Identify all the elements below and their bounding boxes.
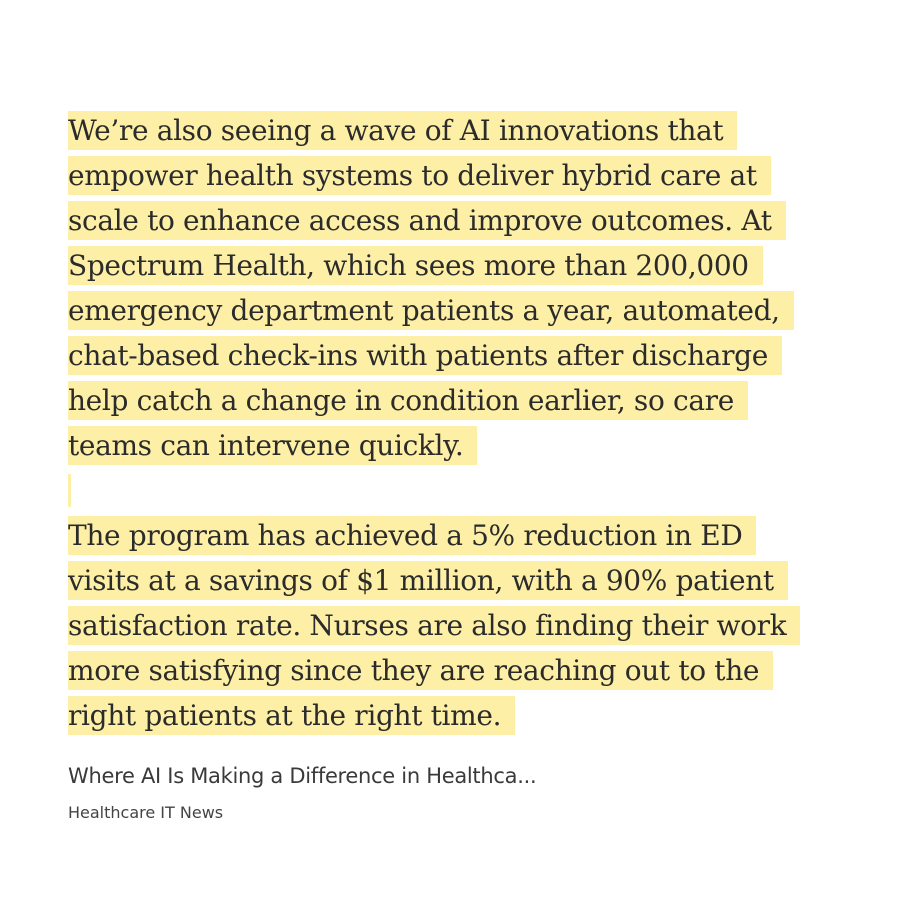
quote-line: scale to enhance access and improve outcomes. At <box>68 198 798 243</box>
quote-paragraph-1 <box>68 108 798 468</box>
source-publication: Healthcare IT News <box>68 803 224 822</box>
quote-line: Spectrum Health, which sees more than 200,000 <box>68 243 798 288</box>
highlighted-quote <box>68 108 798 738</box>
quote-line: chat-based check-ins with patients after discharge <box>68 333 798 378</box>
source-article-title[interactable]: Where AI Is Making a Difference in Healthca... <box>68 764 537 788</box>
quote-line: satisfaction rate. Nurses are also finding their work <box>68 603 798 648</box>
quote-line: We’re also seeing a wave of AI innovations that <box>68 108 798 153</box>
quote-line: more satisfying since they are reaching out to the <box>68 648 798 693</box>
quote-line: help catch a change in condition earlier, so care <box>68 378 798 423</box>
quote-line: right patients at the right time. <box>68 693 798 738</box>
quote-paragraph-2 <box>68 513 798 738</box>
quote-line: teams can intervene quickly. <box>68 423 798 468</box>
paragraph-break <box>68 468 798 513</box>
quote-line: emergency department patients a year, automated, <box>68 288 798 333</box>
quote-line: The program has achieved a 5% reduction in ED <box>68 513 798 558</box>
highlight-marker <box>68 474 71 507</box>
quote-line: visits at a savings of $1 million, with a 90% patient <box>68 558 798 603</box>
quote-line: empower health systems to deliver hybrid care at <box>68 153 798 198</box>
